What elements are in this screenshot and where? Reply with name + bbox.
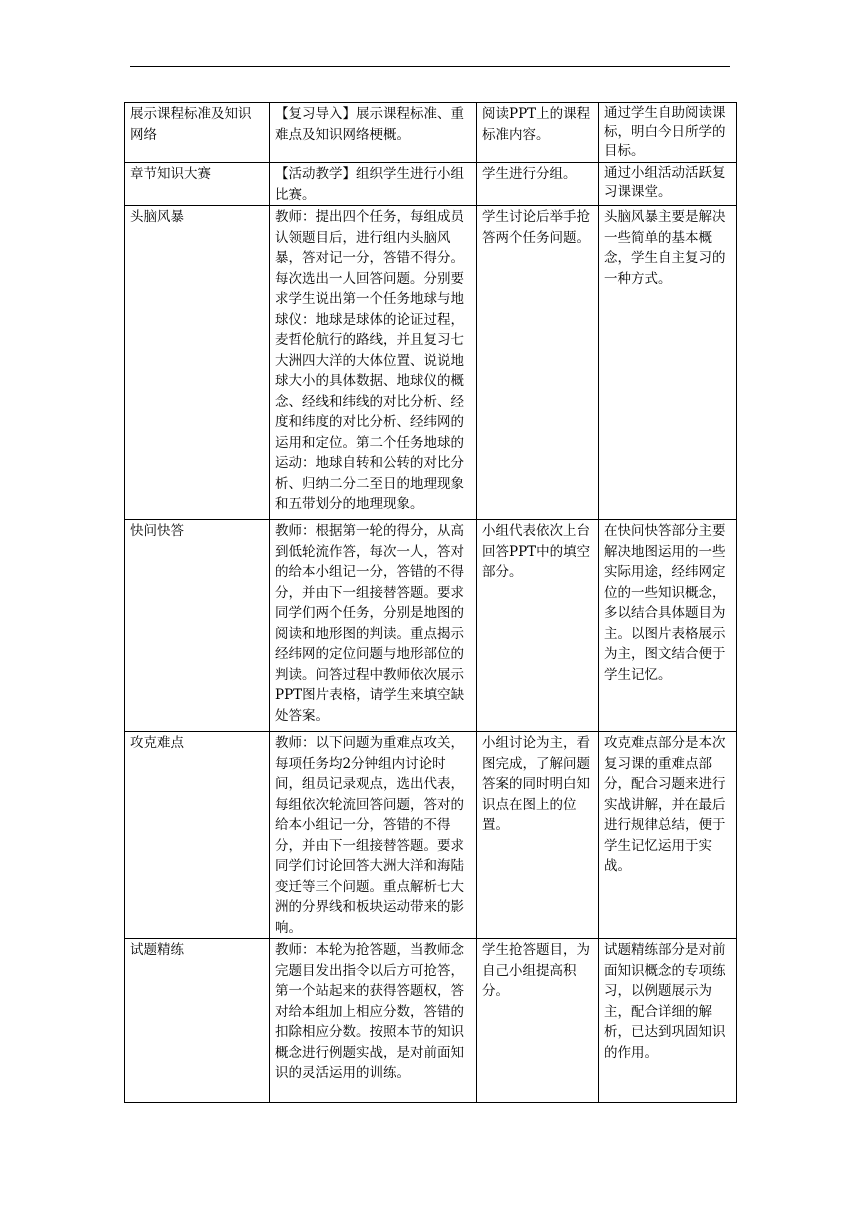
teacher-activity-cell: 【活动教学】组织学生进行小组比赛。 [270, 163, 477, 206]
stage-cell: 攻克难点 [125, 732, 270, 939]
teacher-activity-cell: 教师：本轮为抢答题，当教师念完题目发出指令以后方可抢答，第一个站起来的获得答题权，答对给本组加上相应分数，答错的扣除相应分数。按照本节的知识概念进行例题实战，是对前面知识的灵活运用的训练。 [270, 939, 477, 1103]
design-intent-cell: 通过小组活动活跃复习课课堂。 [599, 163, 737, 206]
student-activity-cell: 学生抢答题目，为自己小组提高积分。 [477, 939, 599, 1103]
table-row [125, 520, 737, 732]
design-intent-cell: 在快问快答部分主要解决地图运用的一些实际用途，经纬网定位的一些知识概念，多以结合具体题目为主。以图片表格展示为主，图文结合便于学生记忆。 [599, 520, 737, 732]
table-row [125, 163, 737, 206]
design-intent-cell: 头脑风暴主要是解决一些简单的基本概念，学生自主复习的一种方式。 [599, 206, 737, 520]
teacher-activity-cell: 教师：根据第一轮的得分，从高到低轮流作答，每次一人，答对的给本小组记一分，答错的不得分，并由下一组接替答题。要求同学们两个任务，分别是地图的阅读和地形图的判读。重点揭示经纬网的定位问题与地形部位的判读。问答过程中教师依次展示PPT图片表格，请学生来填空缺处答案。 [270, 520, 477, 732]
lesson-plan-table [124, 102, 737, 1103]
student-activity-cell: 学生讨论后举手抢答两个任务问题。 [477, 206, 599, 520]
table-row [125, 939, 737, 1103]
stage-cell: 章节知识大赛 [125, 163, 270, 206]
teacher-activity-cell: 教师：以下问题为重难点攻关，每项任务均2分钟组内讨论时间，组员记录观点，选出代表，每组依次轮流回答问题，答对的给本小组记一分，答错的不得分，并由下一组接替答题。要求同学们讨论回答大洲大洋和海陆变迁等三个问题。重点解析七大洲的分界线和板块运动带来的影响。 [270, 732, 477, 939]
student-activity-cell: 小组代表依次上台回答PPT中的填空部分。 [477, 520, 599, 732]
table-row [125, 103, 737, 163]
header-rule [130, 66, 730, 67]
student-activity-cell: 小组讨论为主，看图完成，了解问题答案的同时明白知识点在图上的位置。 [477, 732, 599, 939]
design-intent-cell: 试题精练部分是对前面知识概念的专项练习，以例题展示为主，配合详细的解析，已达到巩固知识的作用。 [599, 939, 737, 1103]
teacher-activity-cell: 教师：提出四个任务，每组成员认领题目后，进行组内头脑风暴，答对记一分，答错不得分。每次选出一人回答问题。分别要求学生说出第一个任务地球与地球仪：地球是球体的论证过程，麦哲伦航行的路线，并且复习七大洲四大洋的大体位置、说说地球大小的具体数据、地球仪的概念、经线和纬线的对比分析、经度和纬度的对比分析、经纬网的运用和定位。第二个任务地球的运动：地球自转和公转的对比分析、归纳二分二至日的地理现象和五带划分的地理现象。 [270, 206, 477, 520]
stage-cell: 快问快答 [125, 520, 270, 732]
stage-cell: 头脑风暴 [125, 206, 270, 520]
design-intent-cell: 通过学生自助阅读课标，明白今日所学的目标。 [599, 103, 737, 163]
student-activity-cell: 学生进行分组。 [477, 163, 599, 206]
teacher-activity-cell: 【复习导入】展示课程标准、重难点及知识网络梗概。 [270, 103, 477, 163]
table-row [125, 206, 737, 520]
table-row [125, 732, 737, 939]
stage-cell: 试题精练 [125, 939, 270, 1103]
student-activity-cell: 阅读PPT上的课程标准内容。 [477, 103, 599, 163]
stage-cell: 展示课程标准及知识网络 [125, 103, 270, 163]
design-intent-cell: 攻克难点部分是本次复习课的重难点部分，配合习题来进行实战讲解，并在最后进行规律总结，便于学生记忆运用于实战。 [599, 732, 737, 939]
